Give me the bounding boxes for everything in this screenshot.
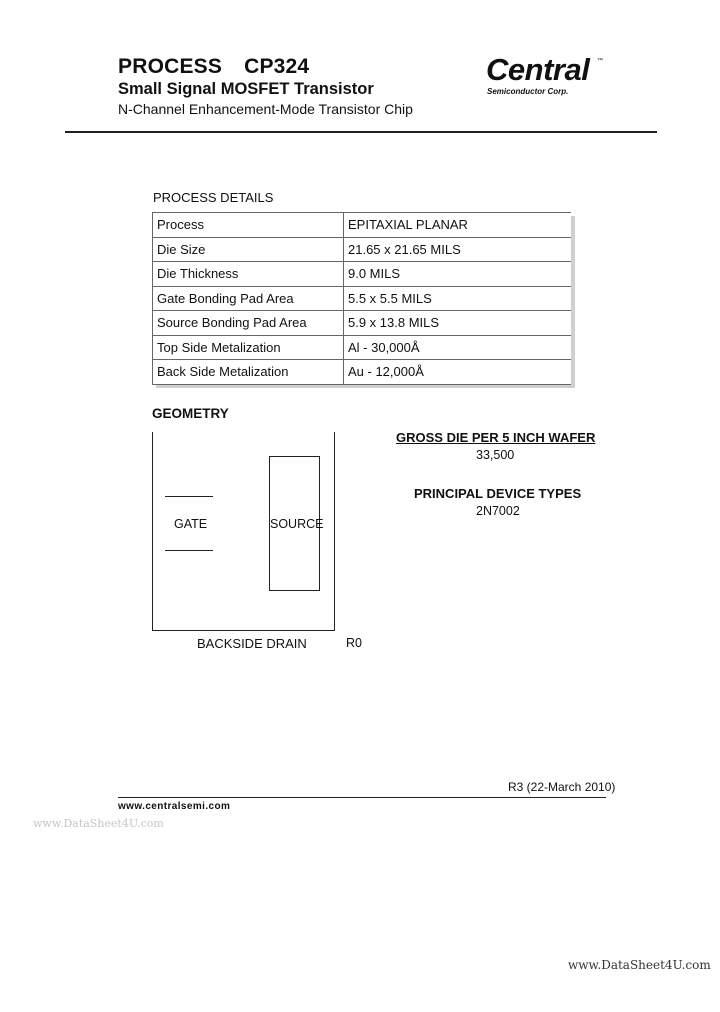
device-subtitle: N-Channel Enhancement-Mode Transistor Chip: [118, 101, 413, 117]
row-label: Die Thickness: [153, 262, 344, 287]
table-row: [153, 335, 572, 360]
part-number: CP324: [244, 55, 310, 78]
logo-trademark: ™: [597, 58, 603, 64]
row-label: Source Bonding Pad Area: [153, 311, 344, 336]
device-types-value: 2N7002: [476, 504, 520, 518]
table-shadow-bottom: [156, 384, 575, 388]
table-row: [153, 213, 572, 238]
watermark-top: www.DataSheet4U.com: [33, 817, 164, 830]
backside-drain-label: BACKSIDE DRAIN: [197, 636, 307, 651]
gate-pad-top-edge: [165, 496, 213, 497]
device-types-title: PRINCIPAL DEVICE TYPES: [414, 486, 582, 501]
logo-wordmark: Central: [486, 52, 590, 87]
geometry-revision: R0: [346, 636, 362, 650]
gross-die-value: 33,500: [476, 448, 515, 462]
row-label: Top Side Metalization: [153, 335, 344, 360]
page-title: [118, 55, 309, 79]
die-outline-bottom: [152, 630, 335, 631]
gate-label: GATE: [174, 517, 208, 531]
row-label: Process: [153, 213, 344, 238]
table-row: [153, 262, 572, 287]
process-label: PROCESS: [118, 55, 223, 78]
row-value: EPITAXIAL PLANAR: [344, 213, 572, 238]
geometry-title: GEOMETRY: [152, 406, 229, 421]
table-row: [153, 311, 572, 336]
table-row: [153, 360, 572, 385]
row-value: Au - 12,000Å: [344, 360, 572, 385]
row-value: Al - 30,000Å: [344, 335, 572, 360]
row-value: 21.65 x 21.65 MILS: [344, 237, 572, 262]
row-value: 5.9 x 13.8 MILS: [344, 311, 572, 336]
gate-pad-bottom-edge: [165, 550, 213, 551]
header-divider: [65, 131, 657, 133]
footer-url[interactable]: www.centralsemi.com: [118, 801, 231, 812]
row-value: 9.0 MILS: [344, 262, 572, 287]
row-label: Back Side Metalization: [153, 360, 344, 385]
die-outline-left: [152, 432, 153, 631]
table-shadow-right: [571, 216, 575, 384]
logo-tagline: Semiconductor Corp.: [487, 87, 569, 96]
watermark-bottom[interactable]: www.DataSheet4U.com: [568, 958, 711, 972]
gross-die-title: GROSS DIE PER 5 INCH WAFER: [396, 430, 596, 445]
die-outline-right: [334, 432, 335, 631]
row-label: Gate Bonding Pad Area: [153, 286, 344, 311]
row-label: Die Size: [153, 237, 344, 262]
device-title: Small Signal MOSFET Transistor: [118, 80, 374, 98]
row-value: 5.5 x 5.5 MILS: [344, 286, 572, 311]
source-label: SOURCE: [270, 517, 324, 531]
table-row: [153, 237, 572, 262]
document-revision: R3 (22-March 2010): [508, 780, 616, 794]
process-details-table: [152, 212, 571, 385]
process-details-title: PROCESS DETAILS: [153, 190, 274, 205]
footer-divider: [118, 797, 606, 798]
central-logo: [484, 52, 608, 100]
table-row: [153, 286, 572, 311]
